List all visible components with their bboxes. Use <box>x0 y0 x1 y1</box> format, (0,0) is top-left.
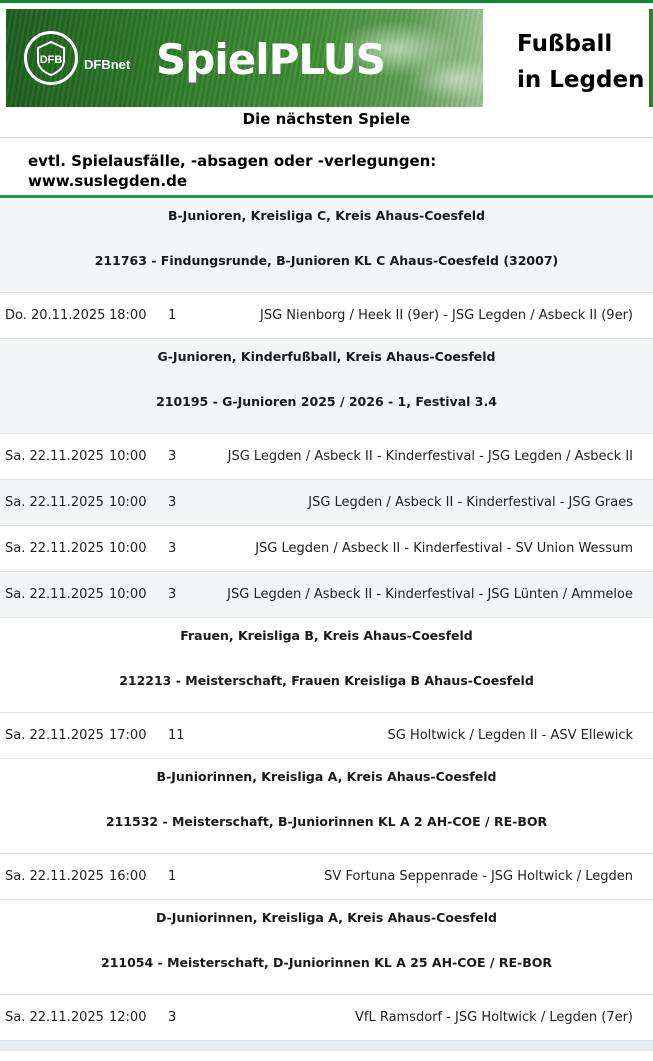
group-header <box>0 618 653 713</box>
match-teams: JSG Legden / Asbeck II - Kinderfestival - JSG Graes <box>308 495 633 510</box>
notice-link[interactable]: www.suslegden.de <box>28 172 188 190</box>
match-date: Sa. 22.11.2025 <box>5 541 104 556</box>
match-field: 3 <box>168 1010 177 1025</box>
match-time: 16:00 <box>109 869 147 884</box>
banner <box>0 0 653 109</box>
match-teams: JSG Legden / Asbeck II - Kinderfestival - SV Union Wessum <box>255 541 633 556</box>
match-field: 11 <box>168 728 185 743</box>
match-row[interactable] <box>0 293 653 339</box>
match-time: 17:00 <box>109 728 147 743</box>
group-header <box>0 339 653 434</box>
league-title: B-Junioren, Kreisliga C, Kreis Ahaus-Coesfeld <box>167 208 486 223</box>
match-time: 10:00 <box>109 449 147 464</box>
match-time: 10:00 <box>109 495 147 510</box>
match-date: Sa. 22.11.2025 <box>5 728 104 743</box>
match-field: 3 <box>168 541 177 556</box>
match-date: Sa. 22.11.2025 <box>5 869 104 884</box>
match-date: Do. 20.11.2025 <box>5 308 106 323</box>
group-header <box>0 759 653 854</box>
club-title-line-2: in Legden <box>517 67 645 93</box>
brand-name: DFBnet <box>84 57 131 72</box>
notice-box <box>0 137 653 198</box>
match-teams: JSG Nienborg / Heek II (9er) - JSG Legden / Asbeck II (9er) <box>259 308 633 323</box>
match-row[interactable] <box>0 995 653 1041</box>
match-list <box>0 198 653 1051</box>
banner-edge <box>649 9 653 107</box>
competition-title: 211763 - Findungsrunde, B-Junioren KL C Ahaus-Coesfeld (32007) <box>94 253 559 268</box>
match-teams: VfL Ramsdorf - JSG Holtwick / Legden (7er) <box>354 1010 633 1025</box>
match-teams: JSG Legden / Asbeck II - Kinderfestival - JSG Legden / Asbeck II <box>227 449 633 464</box>
group-header <box>0 900 653 995</box>
match-field: 3 <box>168 495 177 510</box>
competition-title: 211054 - Meisterschaft, D-Juniorinnen KL A 25 AH-COE / RE-BOR <box>101 955 552 970</box>
match-row[interactable] <box>0 572 653 618</box>
match-teams: JSG Legden / Asbeck II - Kinderfestival - JSG Lünten / Ammeloe <box>227 587 633 602</box>
competition-title: 210195 - G-Junioren 2025 / 2026 - 1, Festival 3.4 <box>156 394 497 409</box>
match-row[interactable] <box>0 713 653 759</box>
match-row[interactable] <box>0 480 653 526</box>
league-title: B-Juniorinnen, Kreisliga A, Kreis Ahaus-Coesfeld <box>156 769 497 784</box>
club-title <box>483 9 653 107</box>
match-date: Sa. 22.11.2025 <box>5 495 104 510</box>
product-logo: SpielPLUS <box>156 35 385 84</box>
match-row[interactable] <box>0 854 653 900</box>
match-time: 12:00 <box>109 1010 147 1025</box>
match-time: 10:00 <box>109 541 147 556</box>
match-teams: SV Fortuna Seppenrade - JSG Holtwick / Legden <box>324 869 633 884</box>
competition-title: 212213 - Meisterschaft, Frauen Kreisliga B Ahaus-Coesfeld <box>119 673 534 688</box>
group-header <box>0 198 653 293</box>
match-row[interactable] <box>0 434 653 480</box>
match-field: 1 <box>168 308 177 323</box>
page-title: Die nächsten Spiele <box>242 110 411 128</box>
league-title: D-Juniorinnen, Kreisliga A, Kreis Ahaus-Coesfeld <box>156 910 497 925</box>
match-date: Sa. 22.11.2025 <box>5 449 104 464</box>
match-date: Sa. 22.11.2025 <box>5 1010 104 1025</box>
match-time: 18:00 <box>109 308 147 323</box>
league-title: G-Junioren, Kinderfußball, Kreis Ahaus-Coesfeld <box>157 349 496 364</box>
svg-text:DFB: DFB <box>39 54 63 66</box>
club-title-line-1: Fußball <box>517 31 613 57</box>
match-row[interactable] <box>0 526 653 572</box>
dfb-logo-icon <box>24 31 78 85</box>
match-field: 3 <box>168 587 177 602</box>
match-field: 1 <box>168 869 177 884</box>
match-teams: SG Holtwick / Legden II - ASV Ellewick <box>387 728 633 743</box>
list-footer <box>0 1041 653 1051</box>
match-field: 3 <box>168 449 177 464</box>
match-time: 10:00 <box>109 587 147 602</box>
league-title: Frauen, Kreisliga B, Kreis Ahaus-Coesfeld <box>180 628 473 643</box>
competition-title: 211532 - Meisterschaft, B-Juniorinnen KL A 2 AH-COE / RE-BOR <box>105 814 548 829</box>
grass-background <box>6 9 483 107</box>
notice-text: evtl. Spielausfälle, -absagen oder -verlegungen: <box>28 152 437 170</box>
match-date: Sa. 22.11.2025 <box>5 587 104 602</box>
